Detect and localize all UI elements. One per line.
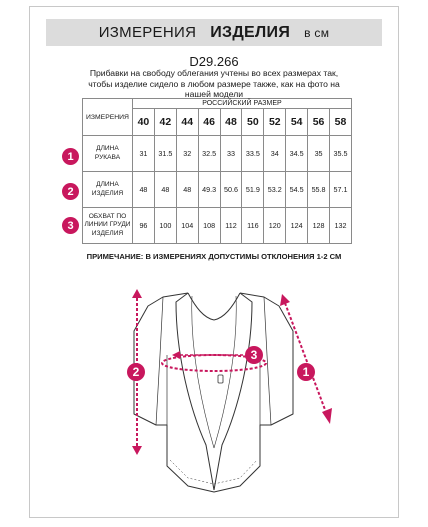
tolerance-note: ПРИМЕЧАНИЕ: В ИЗМЕРЕНИЯХ ДОПУСТИМЫ ОТКЛОНЕНИЯ 1-2 СМ [86,252,342,261]
title-bold: ИЗДЕЛИЯ [210,23,291,41]
table-cell: 120 [264,208,286,244]
size-header-58: 58 [330,109,352,136]
sleeve-seam-left [156,297,163,425]
title-left: ИЗМЕРЕНИЯ [98,24,197,41]
size-header-54: 54 [286,109,308,136]
lapel-right [214,293,252,490]
row-label: ДЛИНА РУКАВА [83,136,133,172]
row-label: ДЛИНА ИЗДЕЛИЯ [83,172,133,208]
table-cell: 132 [330,208,352,244]
table-cell: 100 [154,208,176,244]
hem-stitch [170,460,257,484]
table-cell: 53.2 [264,172,286,208]
marker-1-label: 1 [302,365,310,379]
product-code: D29.266 [189,54,239,69]
size-header-42: 42 [154,109,176,136]
table-cell: 108 [198,208,220,244]
lapel-left [176,293,214,490]
table-cell: 33 [220,136,242,172]
row-label: ОБХВАТ ПО ЛИНИИ ГРУДИ ИЗДЕЛИЯ [83,208,133,244]
size-header-48: 48 [220,109,242,136]
row-marker-1: 1 [62,148,79,165]
table-cell: 104 [176,208,198,244]
size-header-56: 56 [308,109,330,136]
length-arrow-head-bottom [132,446,142,455]
table-cell: 55.8 [308,172,330,208]
table-cell: 96 [133,208,155,244]
size-group-label: РОССИЙСКИЙ РАЗМЕР [133,99,352,109]
table-cell: 33.5 [242,136,264,172]
row-marker-2: 2 [62,183,79,200]
table-cell: 51.9 [242,172,264,208]
size-header-40: 40 [133,109,155,136]
table-cell: 49.3 [198,172,220,208]
table-cell: 57.1 [330,172,352,208]
table-cell: 32.5 [198,136,220,172]
button [218,375,223,383]
table-cell: 128 [308,208,330,244]
title-unit: в см [304,25,330,40]
fit-note: Прибавки на свободу облегания учтены во всех размерах так, чтобы изделие сидело в любом размере также, как на фото на нашей модели [88,68,340,99]
table-cell: 112 [220,208,242,244]
table-cell: 31.5 [154,136,176,172]
table-cell: 48 [154,172,176,208]
table-cell: 116 [242,208,264,244]
table-cell: 34 [264,136,286,172]
table-cell: 35.5 [330,136,352,172]
table-cell: 35 [308,136,330,172]
size-header-52: 52 [264,109,286,136]
table-cell: 50.6 [220,172,242,208]
table-cell: 124 [286,208,308,244]
table-cell: 34.5 [286,136,308,172]
table-cell: 48 [176,172,198,208]
table-cell: 31 [133,136,155,172]
sleeve-arrow-head-bottom [322,408,332,424]
table-cell: 32 [176,136,198,172]
size-header-50: 50 [242,109,264,136]
length-arrow-head-top [132,289,142,298]
marker-2-label: 2 [132,365,140,379]
size-header-46: 46 [198,109,220,136]
table-cell: 54.5 [286,172,308,208]
sleeve-arrow [285,303,327,415]
marker-3-label: 3 [250,348,258,362]
table-header-label: ИЗМЕРЕНИЯ [83,99,133,136]
table-cell: 48 [133,172,155,208]
row-marker-3: 3 [62,217,79,234]
size-header-44: 44 [176,109,198,136]
